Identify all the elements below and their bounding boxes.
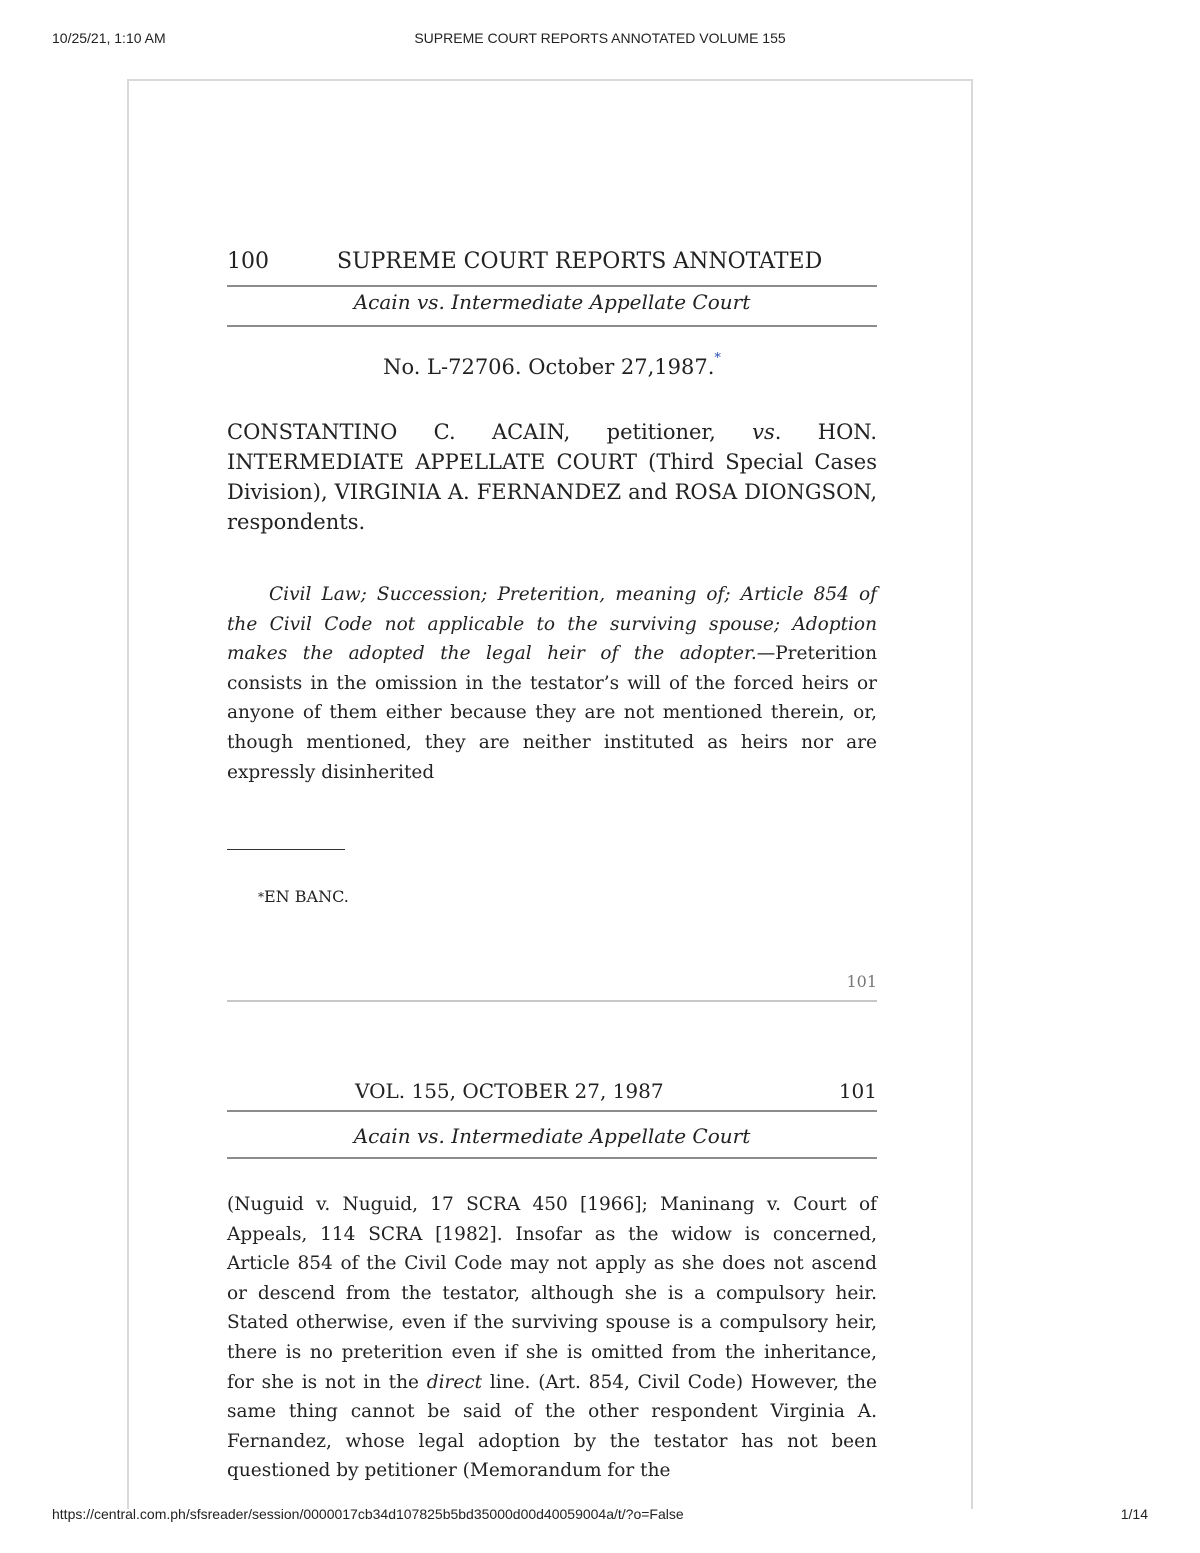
running-header-100 — [227, 248, 877, 276]
running-header-101 — [227, 1077, 877, 1105]
parties-vs: vs — [752, 420, 775, 444]
syllabus-paragraph — [227, 580, 877, 787]
next-page-ref: 101 — [846, 972, 877, 991]
body-text: line. (Art. 854, Civil Code) However, the same thing cannot be said of the other respondent Virginia A. Fernandez, whose legal adoption by the testator has not been questioned by petitioner (Memorandum for the — [227, 1371, 877, 1482]
header-rule-top-100 — [227, 285, 877, 287]
header-rule-bottom-100 — [227, 325, 877, 327]
caption-part: Acain — [353, 290, 417, 314]
print-header — [0, 30, 1200, 50]
reporter-title: SUPREME COURT REPORTS ANNOTATED — [337, 249, 823, 274]
case-number-text: No. L-72706. October 27,1987. — [383, 355, 715, 379]
caption-part: . Intermediate Appellate Court — [438, 290, 751, 314]
print-title: SUPREME COURT REPORTS ANNOTATED VOLUME 155 — [414, 30, 786, 46]
syllabus-text: —Preterition consists in the omission in the testator’s will of the forced heirs or anyone of them either because they are not mentioned therein, or, though mentioned, they are neither instituted as heirs nor are expressly disinherited — [227, 643, 877, 783]
footnote — [258, 886, 349, 908]
caption-vs: vs — [416, 1124, 439, 1148]
caption-vs: vs — [416, 290, 439, 314]
print-page-count: 1/14 — [1120, 1506, 1148, 1522]
case-number — [227, 353, 877, 381]
page-number-100: 100 — [227, 249, 269, 274]
body-text: (Nuguid v. Nuguid, 17 SCRA 450 [1966]; Maninang v. Court of Appeals, 114 SCRA [1982]. Insofar as the widow is concerned, Article 854 of the Civil Code may not apply as she does not ascend or descend from the testator, although she is a compulsory heir. Stated otherwise, even if the surviving spouse is a compulsory heir, there is no preterition even if she is omitted from the inheritance, for she is not in the — [227, 1194, 877, 1393]
footnote-marker: * — [258, 890, 264, 904]
syllabus-headnote: Civil Law; Succession; Preterition, meaning of; Article 854 of the Civil Code not applicable to the surviving spouse; Adoption makes the adopted the legal heir of the adopter. — [227, 584, 877, 665]
parties-text: . HON. INTERMEDIATE APPELLATE COURT (Third Special Cases Division), VIRGINIA A. FERNANDEZ and ROSA DIONGSON, respondents. — [227, 420, 877, 534]
print-url: https://central.com.ph/sfsreader/session/0000017cb34d107825b5bd35000d00d40059004a/t/?o=False — [52, 1506, 684, 1522]
page-number-101: 101 — [838, 1079, 877, 1103]
print-datetime: 10/25/21, 1:10 AM — [52, 30, 166, 46]
body-emphasis: direct — [426, 1371, 483, 1393]
case-caption-101 — [227, 1123, 877, 1149]
print-footer — [0, 1506, 1200, 1526]
caption-part: . Intermediate Appellate Court — [438, 1124, 751, 1148]
header-rule-top-101 — [227, 1110, 877, 1112]
parties-text: CONSTANTINO C. ACAIN, petitioner, — [227, 420, 753, 444]
footnote-text: EN BANC. — [264, 887, 349, 906]
case-caption-100 — [227, 289, 877, 315]
footnote-separator — [227, 849, 345, 850]
header-rule-bottom-101 — [227, 1157, 877, 1159]
footnote-link[interactable]: * — [714, 351, 721, 366]
page-break-rule — [227, 1000, 877, 1002]
body-paragraph-101 — [227, 1190, 877, 1486]
caption-part: Acain — [353, 1124, 417, 1148]
case-parties — [227, 417, 877, 537]
volume-line: VOL. 155, OCTOBER 27, 1987 — [355, 1079, 664, 1103]
